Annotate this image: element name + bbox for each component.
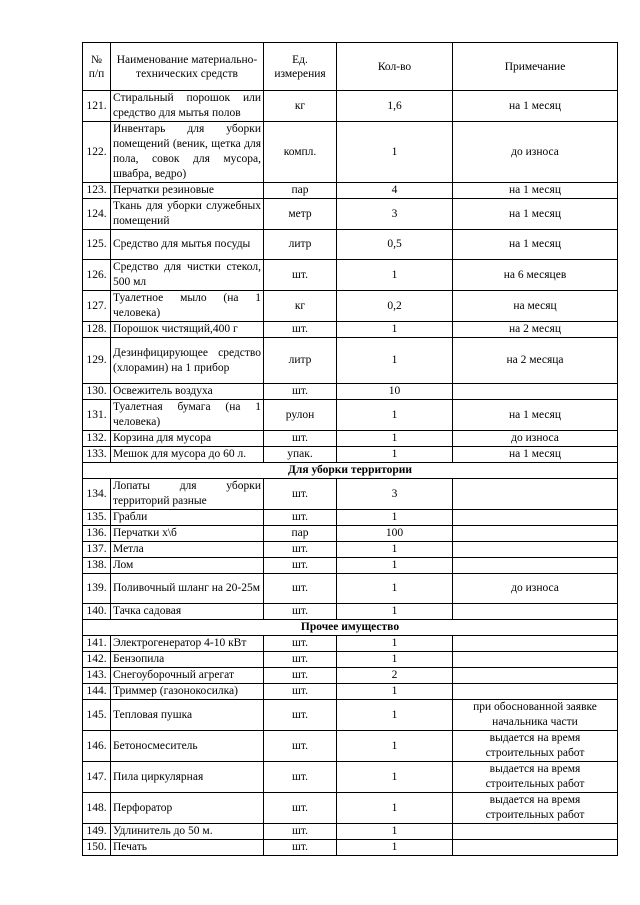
item-name: Бензопила xyxy=(111,652,264,668)
item-note: на 6 месяцев xyxy=(453,260,618,291)
item-name: Стиральный порошок или средство для мытья полов xyxy=(111,91,264,122)
item-name: Метла xyxy=(111,542,264,558)
item-quantity: 1 xyxy=(337,762,453,793)
item-note: при обоснованной заявке начальника части xyxy=(453,700,618,731)
item-name: Перфоратор xyxy=(111,793,264,824)
row-number: 134. xyxy=(83,479,111,510)
row-number: 149. xyxy=(83,824,111,840)
item-name: Тачка садовая xyxy=(111,604,264,620)
table-row xyxy=(83,91,618,122)
table-row xyxy=(83,230,618,260)
item-quantity: 1 xyxy=(337,574,453,604)
row-number: 122. xyxy=(83,122,111,183)
table-row xyxy=(83,840,618,856)
item-name: Бетоносмеситель xyxy=(111,731,264,762)
item-note xyxy=(453,510,618,526)
item-quantity: 3 xyxy=(337,479,453,510)
table-row xyxy=(83,384,618,400)
table-row xyxy=(83,824,618,840)
header-quantity: Кол-во xyxy=(337,43,453,91)
item-note: на 1 месяц xyxy=(453,230,618,260)
item-note xyxy=(453,840,618,856)
item-note: выдается на время строительных работ xyxy=(453,731,618,762)
item-name: Грабли xyxy=(111,510,264,526)
item-note xyxy=(453,652,618,668)
item-note xyxy=(453,526,618,542)
item-note: на 1 месяц xyxy=(453,447,618,463)
item-name: Перчатки резиновые xyxy=(111,183,264,199)
item-unit: шт. xyxy=(264,793,337,824)
table-row xyxy=(83,479,618,510)
item-quantity: 1 xyxy=(337,793,453,824)
item-note xyxy=(453,824,618,840)
item-quantity: 100 xyxy=(337,526,453,542)
item-name: Порошок чистящий,400 г xyxy=(111,322,264,338)
row-number: 144. xyxy=(83,684,111,700)
item-note xyxy=(453,479,618,510)
item-quantity: 4 xyxy=(337,183,453,199)
section-title: Прочее имущество xyxy=(83,620,618,636)
item-quantity: 1 xyxy=(337,542,453,558)
item-quantity: 1 xyxy=(337,431,453,447)
row-number: 136. xyxy=(83,526,111,542)
row-number: 131. xyxy=(83,400,111,431)
table-row xyxy=(83,542,618,558)
row-number: 137. xyxy=(83,542,111,558)
item-unit: шт. xyxy=(264,558,337,574)
section-title: Для уборки территории xyxy=(83,463,618,479)
table-row xyxy=(83,260,618,291)
item-name: Туалетная бумага (на 1 человека) xyxy=(111,400,264,431)
item-name: Электрогенератор 4-10 кВт xyxy=(111,636,264,652)
item-unit: шт. xyxy=(264,652,337,668)
item-quantity: 1 xyxy=(337,840,453,856)
item-quantity: 10 xyxy=(337,384,453,400)
section-row xyxy=(83,463,618,479)
item-quantity: 1 xyxy=(337,122,453,183)
table-body xyxy=(83,91,618,856)
inventory-table xyxy=(82,42,618,856)
item-quantity: 1 xyxy=(337,684,453,700)
item-unit: шт. xyxy=(264,668,337,684)
item-unit: рулон xyxy=(264,400,337,431)
item-name: Туалетное мыло (на 1 человека) xyxy=(111,291,264,322)
item-unit: шт. xyxy=(264,762,337,793)
item-name: Удлинитель до 50 м. xyxy=(111,824,264,840)
row-number: 145. xyxy=(83,700,111,731)
item-unit: компл. xyxy=(264,122,337,183)
item-quantity: 1 xyxy=(337,652,453,668)
item-unit: шт. xyxy=(264,542,337,558)
item-unit: кг xyxy=(264,91,337,122)
header-number: № п/п xyxy=(83,43,111,91)
item-note xyxy=(453,542,618,558)
item-unit: шт. xyxy=(264,684,337,700)
table-row xyxy=(83,447,618,463)
item-unit: шт. xyxy=(264,510,337,526)
item-note xyxy=(453,668,618,684)
item-unit: пар xyxy=(264,183,337,199)
row-number: 150. xyxy=(83,840,111,856)
item-name: Триммер (газонокосилка) xyxy=(111,684,264,700)
table-row xyxy=(83,684,618,700)
table-header xyxy=(83,43,618,91)
item-unit: шт. xyxy=(264,604,337,620)
row-number: 135. xyxy=(83,510,111,526)
header-note: Примечание xyxy=(453,43,618,91)
item-unit: упак. xyxy=(264,447,337,463)
item-unit: метр xyxy=(264,199,337,230)
row-number: 132. xyxy=(83,431,111,447)
item-note: до износа xyxy=(453,122,618,183)
table-row xyxy=(83,431,618,447)
table-row xyxy=(83,291,618,322)
row-number: 141. xyxy=(83,636,111,652)
item-name: Лом xyxy=(111,558,264,574)
item-note: на 1 месяц xyxy=(453,91,618,122)
item-quantity: 0,5 xyxy=(337,230,453,260)
item-note xyxy=(453,684,618,700)
item-quantity: 1 xyxy=(337,636,453,652)
item-quantity: 1 xyxy=(337,322,453,338)
item-note: до износа xyxy=(453,431,618,447)
item-note xyxy=(453,604,618,620)
item-unit: шт. xyxy=(264,479,337,510)
row-number: 148. xyxy=(83,793,111,824)
table-row xyxy=(83,558,618,574)
table-row xyxy=(83,762,618,793)
item-name: Лопаты для уборки территорий разные xyxy=(111,479,264,510)
row-number: 121. xyxy=(83,91,111,122)
row-number: 128. xyxy=(83,322,111,338)
header-name: Наименование материально-технических средств xyxy=(111,43,264,91)
row-number: 130. xyxy=(83,384,111,400)
table-row xyxy=(83,400,618,431)
row-number: 127. xyxy=(83,291,111,322)
row-number: 143. xyxy=(83,668,111,684)
item-note: на месяц xyxy=(453,291,618,322)
item-unit: шт. xyxy=(264,574,337,604)
item-name: Перчатки х\б xyxy=(111,526,264,542)
item-quantity: 1 xyxy=(337,400,453,431)
table-row xyxy=(83,199,618,230)
item-quantity: 0,2 xyxy=(337,291,453,322)
item-note: до износа xyxy=(453,574,618,604)
row-number: 140. xyxy=(83,604,111,620)
item-note: на 2 месяца xyxy=(453,338,618,384)
item-quantity: 1 xyxy=(337,447,453,463)
table-row xyxy=(83,793,618,824)
item-name: Средство для чистки стекол, 500 мл xyxy=(111,260,264,291)
item-unit: шт. xyxy=(264,636,337,652)
item-note: выдается на время строительных работ xyxy=(453,793,618,824)
row-number: 139. xyxy=(83,574,111,604)
item-note: на 1 месяц xyxy=(453,199,618,230)
item-unit: шт. xyxy=(264,260,337,291)
item-name: Пила циркулярная xyxy=(111,762,264,793)
item-note xyxy=(453,558,618,574)
item-name: Снегоуборочный агрегат xyxy=(111,668,264,684)
table-row xyxy=(83,604,618,620)
item-note: на 1 месяц xyxy=(453,400,618,431)
item-name: Мешок для мусора до 60 л. xyxy=(111,447,264,463)
row-number: 129. xyxy=(83,338,111,384)
table-row xyxy=(83,668,618,684)
item-name: Корзина для мусора xyxy=(111,431,264,447)
row-number: 146. xyxy=(83,731,111,762)
header-unit: Ед. измерения xyxy=(264,43,337,91)
item-name: Поливочный шланг на 20-25м xyxy=(111,574,264,604)
section-row xyxy=(83,620,618,636)
item-name: Средство для мытья посуды xyxy=(111,230,264,260)
item-note xyxy=(453,636,618,652)
table-row xyxy=(83,652,618,668)
row-number: 147. xyxy=(83,762,111,793)
table-row xyxy=(83,731,618,762)
item-unit: кг xyxy=(264,291,337,322)
table-row xyxy=(83,322,618,338)
item-name: Инвентарь для уборки помещений (веник, щетка для пола, совок для мусора, швабра, ведро) xyxy=(111,122,264,183)
item-quantity: 1 xyxy=(337,338,453,384)
row-number: 123. xyxy=(83,183,111,199)
item-quantity: 3 xyxy=(337,199,453,230)
table-row xyxy=(83,183,618,199)
table-row xyxy=(83,526,618,542)
item-name: Тепловая пушка xyxy=(111,700,264,731)
item-unit: шт. xyxy=(264,431,337,447)
table-row xyxy=(83,636,618,652)
item-unit: шт. xyxy=(264,384,337,400)
table-row xyxy=(83,122,618,183)
item-unit: шт. xyxy=(264,322,337,338)
item-quantity: 1 xyxy=(337,700,453,731)
item-unit: пар xyxy=(264,526,337,542)
item-name: Ткань для уборки служебных помещений xyxy=(111,199,264,230)
item-quantity: 1,6 xyxy=(337,91,453,122)
item-note: на 1 месяц xyxy=(453,183,618,199)
item-note xyxy=(453,384,618,400)
item-name: Печать xyxy=(111,840,264,856)
item-name: Освежитель воздуха xyxy=(111,384,264,400)
row-number: 133. xyxy=(83,447,111,463)
item-note: выдается на время строительных работ xyxy=(453,762,618,793)
item-unit: литр xyxy=(264,338,337,384)
item-note: на 2 месяц xyxy=(453,322,618,338)
item-quantity: 1 xyxy=(337,260,453,291)
item-quantity: 1 xyxy=(337,558,453,574)
item-quantity: 1 xyxy=(337,510,453,526)
row-number: 124. xyxy=(83,199,111,230)
table-row xyxy=(83,700,618,731)
item-name: Дезинфицирующее средство (хлорамин) на 1 прибор xyxy=(111,338,264,384)
item-quantity: 1 xyxy=(337,604,453,620)
table-row xyxy=(83,338,618,384)
table-row xyxy=(83,574,618,604)
item-unit: литр xyxy=(264,230,337,260)
row-number: 142. xyxy=(83,652,111,668)
item-quantity: 1 xyxy=(337,731,453,762)
table-row xyxy=(83,510,618,526)
row-number: 138. xyxy=(83,558,111,574)
row-number: 126. xyxy=(83,260,111,291)
item-quantity: 2 xyxy=(337,668,453,684)
row-number: 125. xyxy=(83,230,111,260)
item-unit: шт. xyxy=(264,824,337,840)
item-unit: шт. xyxy=(264,700,337,731)
item-unit: шт. xyxy=(264,840,337,856)
item-quantity: 1 xyxy=(337,824,453,840)
item-unit: шт. xyxy=(264,731,337,762)
